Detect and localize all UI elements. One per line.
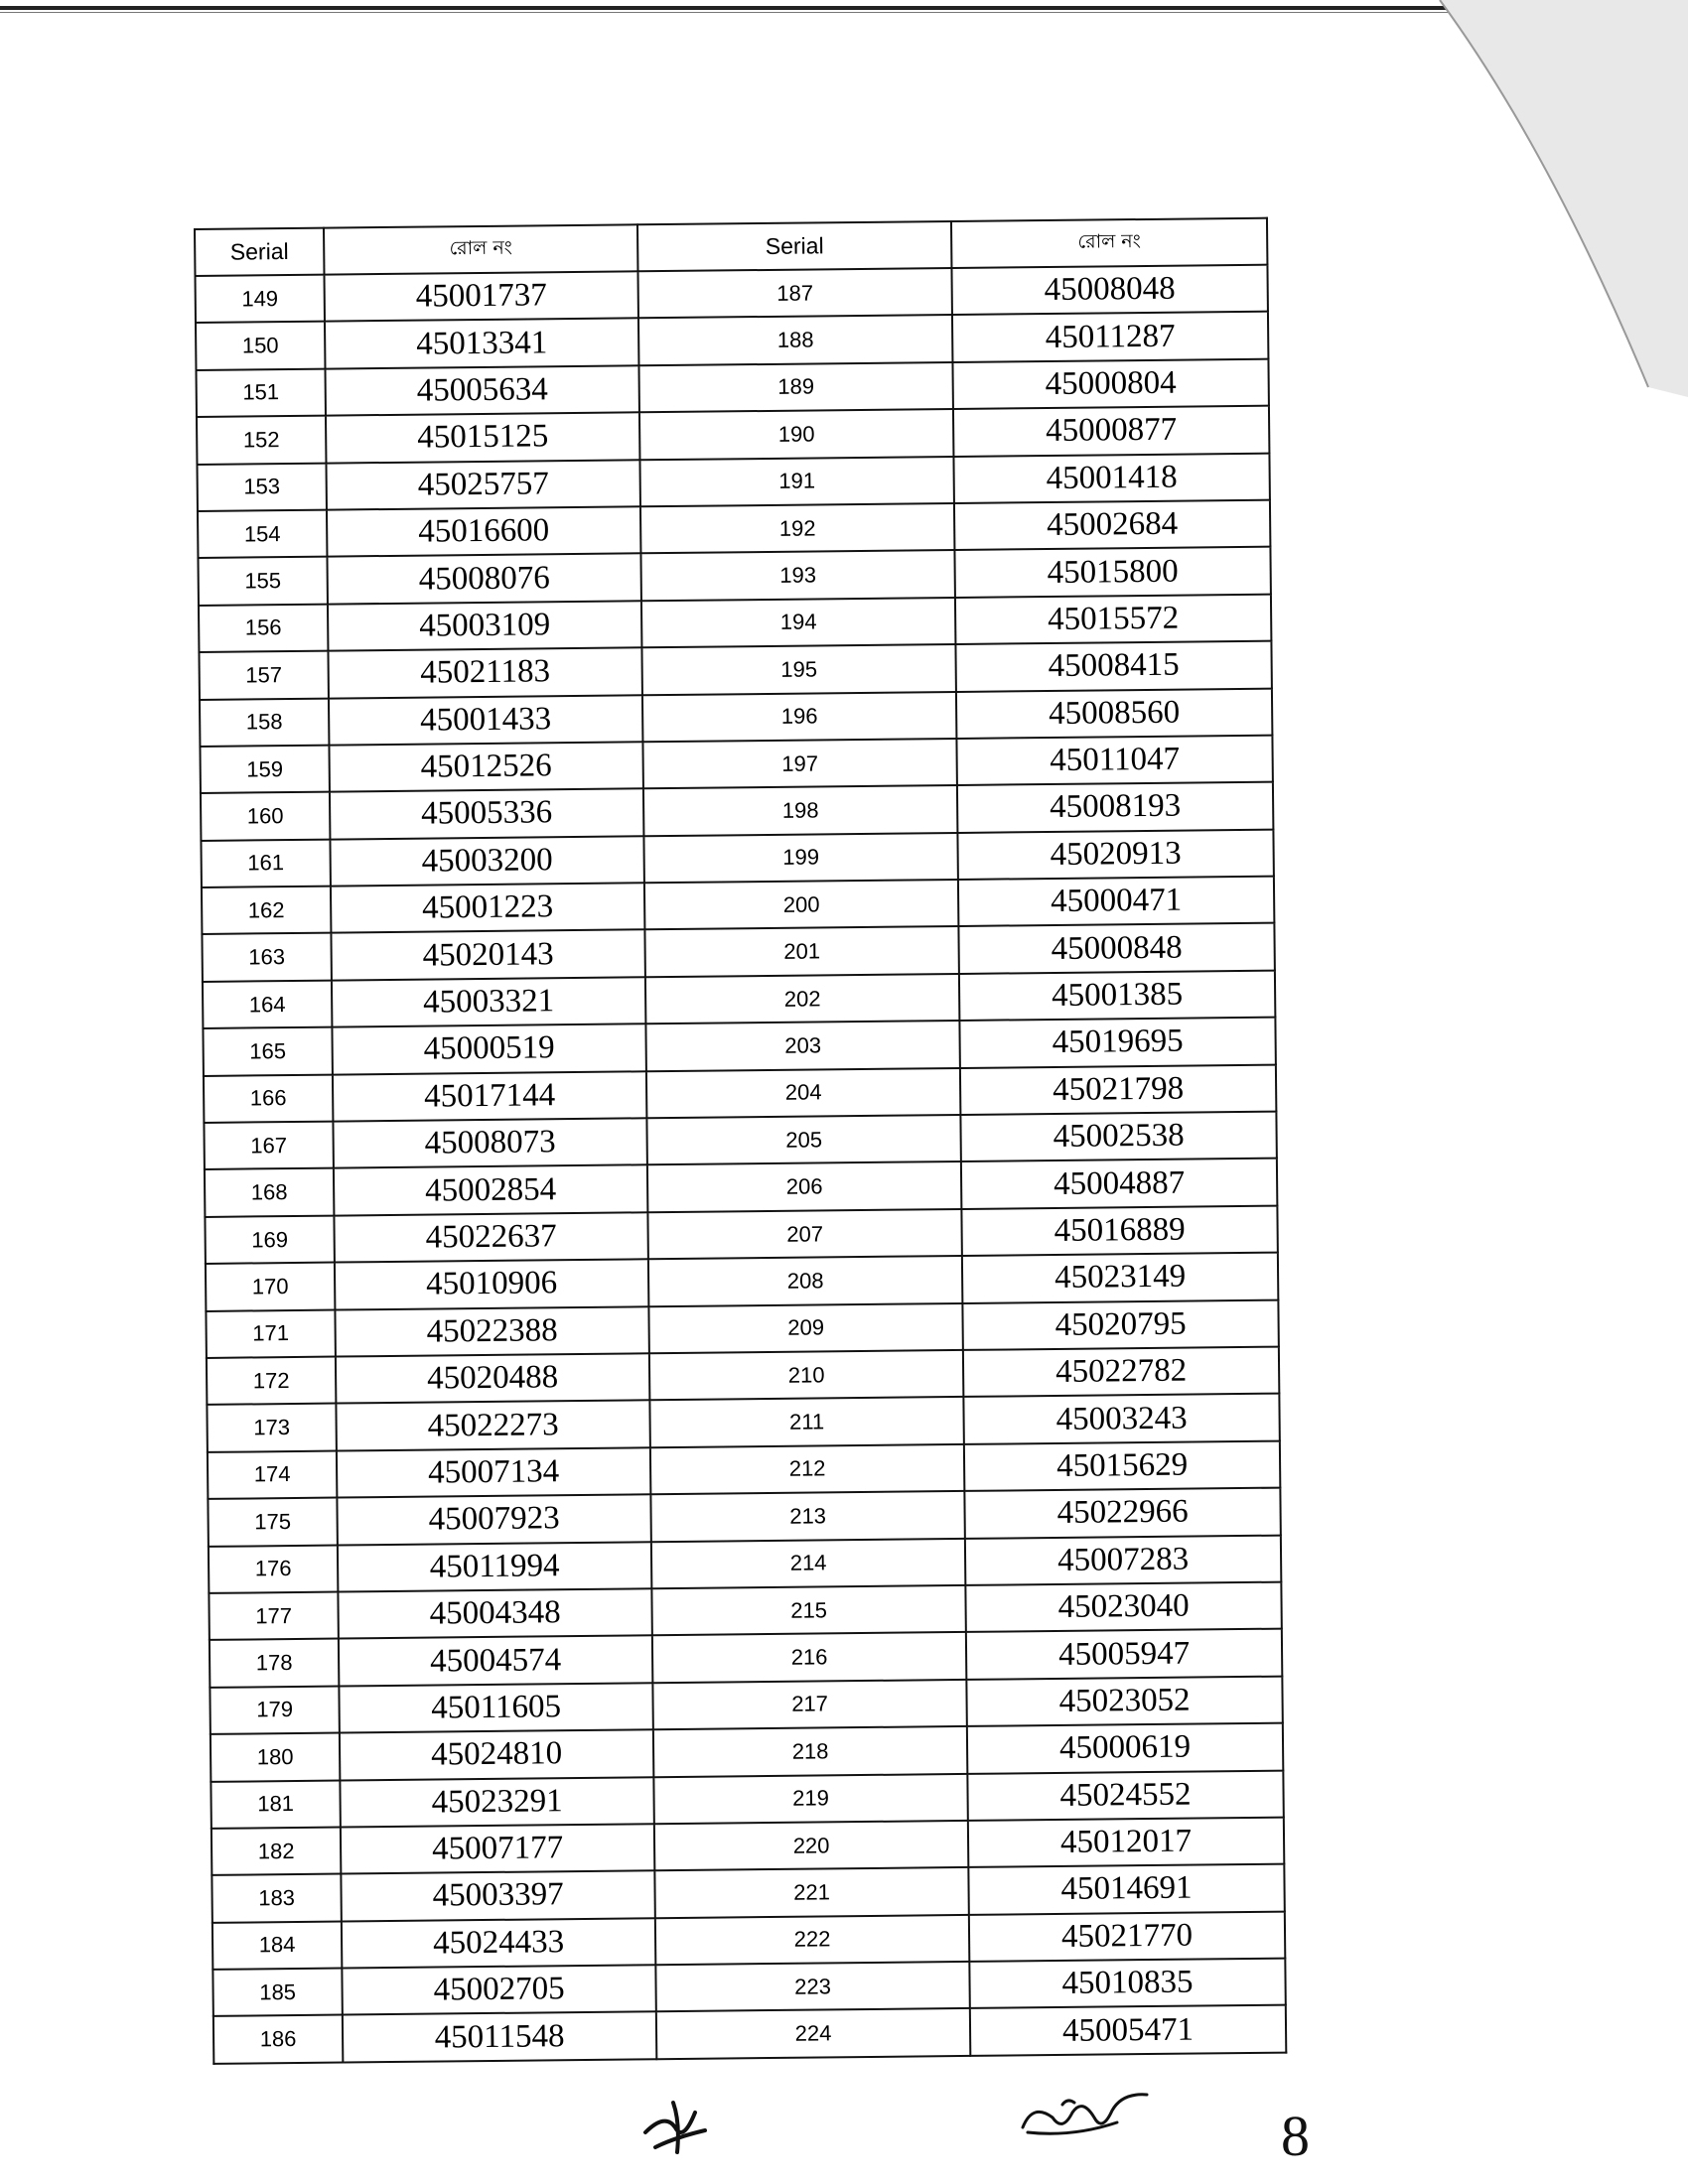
- serial-cell-left: 180: [211, 1733, 340, 1782]
- roll-number-cell-left: 45016600: [327, 506, 640, 557]
- signature-right: [1013, 2083, 1152, 2152]
- roll-number-cell-left: 45021183: [328, 647, 641, 698]
- initials-signature-left: [635, 2093, 725, 2162]
- roll-number-cell-left: 45022637: [334, 1212, 647, 1263]
- roll-number-cell-left: 45003397: [341, 1871, 654, 1922]
- roll-number-cell-left: 45015125: [326, 412, 639, 463]
- roll-number-cell-right: 45008415: [955, 641, 1271, 692]
- roll-number-cell-right: 45015629: [964, 1440, 1280, 1491]
- header-roll-left: রোল নং: [324, 224, 637, 274]
- roll-number-cell-left: 45008076: [327, 554, 640, 605]
- serial-cell-left: 169: [205, 1215, 334, 1264]
- roll-number-cell-right: 45008193: [957, 782, 1273, 833]
- serial-cell-right: 211: [649, 1397, 963, 1447]
- roll-number-cell-left: 45020143: [331, 930, 644, 981]
- serial-cell-left: 153: [197, 463, 326, 511]
- results-table: [194, 217, 1287, 2065]
- serial-cell-right: 187: [637, 268, 951, 319]
- roll-number-cell-left: 45002705: [342, 1965, 655, 2015]
- serial-cell-left: 181: [211, 1780, 340, 1829]
- serial-cell-right: 210: [649, 1350, 963, 1401]
- roll-number-cell-right: 45008560: [956, 688, 1272, 739]
- serial-cell-left: 183: [211, 1874, 341, 1923]
- roll-number-cell-right: 45001385: [959, 970, 1275, 1021]
- table-body: [196, 265, 1287, 2064]
- roll-number-cell-right: 45022966: [964, 1488, 1280, 1539]
- roll-number-cell-right: 45000471: [958, 877, 1274, 927]
- serial-cell-left: 177: [209, 1591, 338, 1640]
- serial-cell-left: 170: [206, 1263, 335, 1311]
- roll-number-cell-right: 45021798: [960, 1064, 1276, 1115]
- serial-cell-right: 205: [646, 1115, 960, 1165]
- roll-number-cell-left: 45025757: [326, 460, 639, 510]
- roll-number-cell-left: 45024433: [342, 1918, 655, 1969]
- roll-number-cell-left: 45003321: [332, 977, 645, 1027]
- roll-number-cell-right: 45012017: [968, 1817, 1284, 1867]
- serial-cell-left: 184: [212, 1921, 342, 1970]
- serial-cell-left: 174: [208, 1450, 337, 1499]
- serial-cell-right: 223: [655, 1962, 969, 2012]
- serial-cell-left: 185: [212, 1969, 342, 2017]
- roll-number-cell-left: 45011994: [338, 1542, 651, 1592]
- roll-number-cell-right: 45023052: [966, 1676, 1282, 1726]
- roll-number-cell-right: 45016889: [961, 1205, 1277, 1256]
- serial-cell-right: 222: [655, 1915, 969, 1966]
- serial-cell-left: 149: [196, 275, 325, 324]
- serial-cell-left: 150: [196, 322, 325, 370]
- serial-cell-right: 200: [644, 880, 958, 930]
- roll-number-cell-left: 45012526: [329, 742, 642, 792]
- roll-number-cell-right: 45014691: [968, 1864, 1284, 1915]
- serial-cell-left: 158: [200, 698, 329, 747]
- roll-number-cell-right: 45011047: [956, 736, 1272, 786]
- serial-cell-right: 221: [654, 1867, 968, 1918]
- roll-number-cell-right: 45015572: [955, 594, 1271, 644]
- header-serial-right: Serial: [637, 221, 951, 271]
- serial-cell-left: 176: [209, 1545, 338, 1593]
- serial-cell-right: 196: [642, 691, 956, 742]
- roll-number-cell-right: 45015800: [954, 547, 1270, 598]
- serial-cell-right: 192: [640, 503, 954, 554]
- roll-number-cell-right: 45005947: [966, 1629, 1282, 1680]
- roll-number-cell-left: 45010906: [335, 1259, 648, 1309]
- serial-cell-right: 216: [652, 1632, 966, 1683]
- roll-number-cell-left: 45022388: [335, 1306, 648, 1357]
- serial-cell-left: 157: [199, 651, 328, 700]
- roll-number-cell-right: 45007283: [965, 1535, 1281, 1585]
- serial-cell-left: 151: [196, 368, 325, 417]
- roll-number-cell-right: 45008048: [951, 265, 1267, 316]
- roll-number-cell-left: 45011548: [343, 2012, 656, 2063]
- serial-cell-left: 173: [207, 1404, 336, 1452]
- header-roll-right: রোল নং: [951, 218, 1267, 268]
- serial-cell-right: 190: [639, 409, 953, 460]
- serial-cell-right: 214: [651, 1538, 965, 1588]
- roll-number-cell-right: 45000804: [952, 358, 1268, 409]
- serial-cell-left: 172: [207, 1357, 336, 1406]
- roll-number-cell-left: 45020488: [336, 1353, 649, 1404]
- roll-number-cell-right: 45000619: [967, 1723, 1283, 1774]
- serial-cell-right: 193: [640, 550, 954, 601]
- roll-number-cell-left: 45007923: [337, 1494, 650, 1545]
- serial-cell-right: 213: [650, 1491, 964, 1542]
- roll-number-cell-right: 45022782: [963, 1347, 1279, 1398]
- roll-number-cell-right: 45010835: [969, 1959, 1285, 2009]
- serial-cell-left: 161: [201, 839, 330, 887]
- serial-cell-right: 189: [638, 362, 952, 413]
- roll-number-cell-left: 45007134: [337, 1447, 650, 1498]
- page-number: 8: [1281, 2104, 1310, 2168]
- table-row: [213, 2005, 1286, 2064]
- serial-cell-left: 178: [210, 1639, 339, 1688]
- roll-number-cell-right: 45019695: [959, 1018, 1275, 1068]
- roll-number-cell-left: 45001433: [329, 695, 642, 746]
- roll-number-cell-left: 45011605: [339, 1683, 652, 1733]
- serial-cell-right: 209: [648, 1303, 962, 1354]
- serial-cell-left: 155: [198, 557, 327, 606]
- serial-cell-right: 215: [651, 1585, 965, 1636]
- serial-cell-left: 186: [213, 2015, 343, 2064]
- serial-cell-left: 167: [204, 1122, 333, 1170]
- serial-cell-right: 203: [645, 1021, 959, 1071]
- roll-number-cell-left: 45001737: [324, 271, 637, 322]
- roll-number-cell-right: 45020913: [957, 829, 1273, 880]
- roll-number-cell-right: 45001418: [953, 453, 1269, 503]
- serial-cell-right: 218: [653, 1726, 967, 1777]
- roll-number-cell-right: 45005471: [970, 2005, 1286, 2056]
- serial-cell-left: 179: [210, 1686, 339, 1734]
- serial-cell-right: 194: [641, 598, 955, 648]
- roll-number-cell-right: 45024552: [967, 1770, 1283, 1821]
- serial-cell-left: 171: [206, 1309, 335, 1358]
- serial-cell-right: 206: [647, 1161, 961, 1212]
- roll-number-cell-right: 45020795: [962, 1299, 1278, 1350]
- serial-cell-right: 217: [652, 1680, 966, 1730]
- roll-number-cell-right: 45003243: [963, 1394, 1279, 1444]
- header-serial-left: Serial: [195, 228, 324, 276]
- serial-cell-left: 163: [202, 933, 331, 982]
- roll-number-cell-right: 45000848: [958, 923, 1274, 974]
- serial-cell-left: 166: [204, 1074, 333, 1123]
- serial-cell-left: 164: [203, 980, 332, 1028]
- roll-number-cell-right: 45021770: [969, 1911, 1285, 1962]
- scan-edge-line: [0, 6, 1450, 10]
- roll-number-cell-left: 45003109: [328, 601, 641, 651]
- serial-cell-left: 156: [199, 604, 328, 652]
- serial-cell-left: 175: [208, 1498, 337, 1547]
- roll-number-cell-left: 45005634: [325, 365, 638, 416]
- roll-number-cell-right: 45002538: [960, 1112, 1276, 1162]
- serial-cell-left: 165: [203, 1027, 332, 1076]
- serial-cell-right: 208: [648, 1256, 962, 1306]
- serial-cell-right: 197: [642, 739, 956, 789]
- serial-cell-left: 168: [205, 1168, 334, 1217]
- roll-number-cell-left: 45008073: [333, 1118, 646, 1168]
- serial-cell-right: 191: [639, 457, 953, 507]
- results-table-container: [194, 217, 1285, 2065]
- scan-edge-line-thin: [0, 12, 1450, 13]
- serial-cell-right: 199: [643, 833, 957, 884]
- serial-cell-left: 160: [201, 792, 330, 841]
- serial-cell-right: 201: [644, 926, 958, 977]
- roll-number-cell-right: 45004887: [961, 1159, 1277, 1209]
- roll-number-cell-left: 45004348: [338, 1588, 651, 1639]
- roll-number-cell-left: 45022273: [336, 1401, 649, 1451]
- roll-number-cell-left: 45004574: [339, 1636, 652, 1687]
- serial-cell-right: 212: [650, 1444, 964, 1495]
- roll-number-cell-left: 45023291: [340, 1777, 653, 1828]
- serial-cell-right: 202: [645, 974, 959, 1024]
- serial-cell-right: 219: [653, 1773, 967, 1824]
- serial-cell-left: 162: [202, 887, 331, 935]
- serial-cell-left: 182: [211, 1827, 341, 1875]
- serial-cell-right: 207: [647, 1209, 961, 1260]
- roll-number-cell-left: 45007177: [341, 1824, 654, 1874]
- serial-cell-right: 198: [643, 785, 957, 836]
- serial-cell-right: 188: [638, 315, 952, 365]
- roll-number-cell-right: 45023149: [962, 1253, 1278, 1303]
- roll-number-cell-left: 45001223: [331, 883, 644, 933]
- roll-number-cell-left: 45013341: [325, 319, 638, 369]
- roll-number-cell-left: 45002854: [334, 1165, 647, 1216]
- roll-number-cell-left: 45000519: [332, 1024, 645, 1075]
- serial-cell-right: 220: [654, 1821, 968, 1871]
- serial-cell-right: 204: [646, 1068, 960, 1119]
- serial-cell-right: 224: [656, 2008, 970, 2059]
- roll-number-cell-right: 45002684: [954, 500, 1270, 551]
- roll-number-cell-left: 45003200: [330, 836, 643, 887]
- roll-number-cell-right: 45000877: [953, 406, 1269, 457]
- serial-cell-left: 159: [200, 746, 329, 794]
- roll-number-cell-right: 45023040: [965, 1582, 1281, 1633]
- serial-cell-left: 154: [198, 510, 327, 559]
- roll-number-cell-left: 45017144: [333, 1071, 646, 1122]
- roll-number-cell-left: 45005336: [330, 789, 643, 840]
- roll-number-cell-right: 45011287: [952, 312, 1268, 362]
- serial-cell-left: 152: [197, 416, 326, 465]
- serial-cell-right: 195: [641, 644, 955, 695]
- roll-number-cell-left: 45024810: [340, 1729, 653, 1780]
